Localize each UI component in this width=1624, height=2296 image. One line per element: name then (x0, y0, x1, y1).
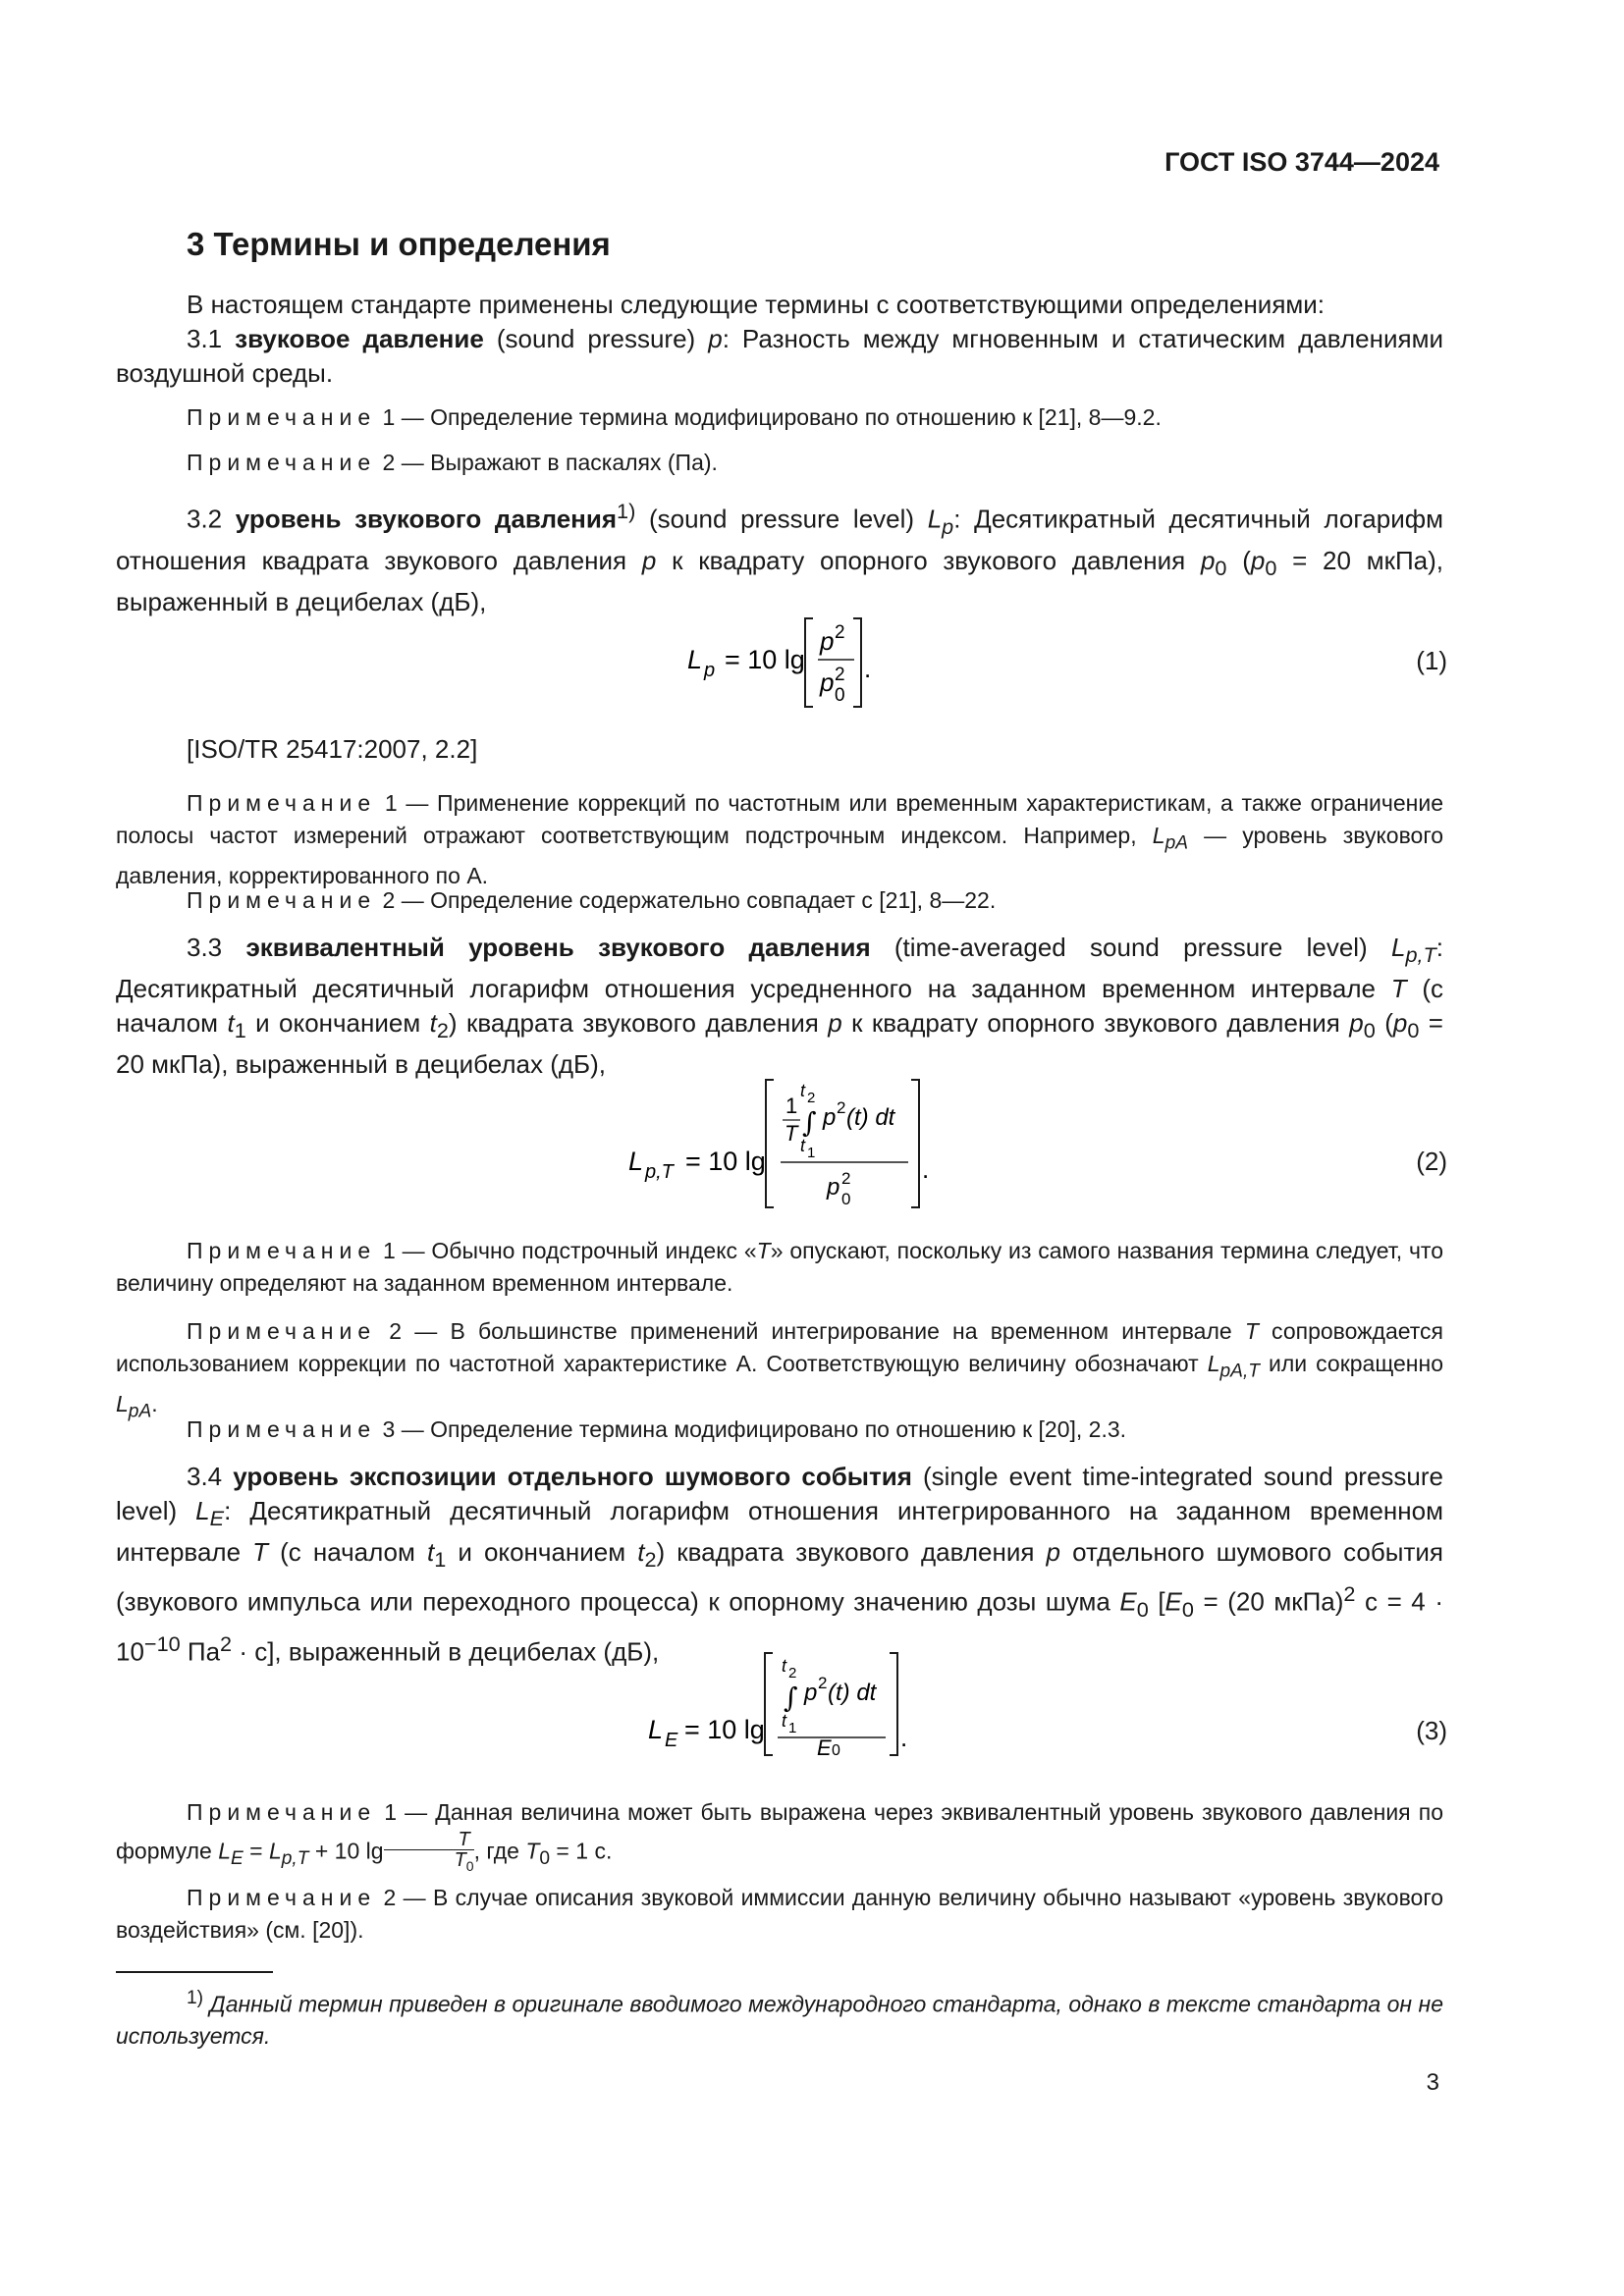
note-text: 1 — Определение термина модифицировано по отношению к [21], 8—9.2. (376, 404, 1162, 430)
note-3-1-2 (116, 447, 1443, 479)
note-text: 2 — В большинстве применений интегрирование на временном интервале (376, 1318, 1245, 1344)
note-3-3-1 (116, 1235, 1443, 1300)
symbol-sub: 0 (1215, 556, 1227, 581)
inline-frac-num: T (384, 1830, 474, 1850)
equation-2-formula (0, 1076, 1624, 1213)
note-3-1-1 (116, 401, 1443, 434)
int-upper-sub: 2 (807, 1090, 816, 1106)
superscript: −10 (143, 1631, 181, 1657)
frac-den: p (820, 667, 835, 697)
section-title: 3 Термины и определения (187, 226, 611, 262)
integrand: p (823, 1104, 837, 1131)
footnote-text: Данный термин приведен в оригинале вводимого международного стандарта, однако в тексте стандарта он не используется. (116, 1991, 1443, 2049)
inline-frac-den (384, 1850, 474, 1876)
term-text: (time-averaged sound pressure level) (870, 933, 1391, 962)
left-bracket (765, 1653, 773, 1755)
formula-symbol-sub: E (230, 1848, 244, 1870)
symbol: t (637, 1537, 645, 1568)
frac-T: T (785, 1121, 798, 1146)
symbol: p (828, 1008, 842, 1039)
left-bracket (766, 1080, 774, 1207)
term-text: и окончанием (446, 1537, 638, 1568)
eq-lhs: L (648, 1715, 664, 1744)
note-3-3-3 (116, 1414, 1443, 1446)
symbol-sub: 0 (1136, 1597, 1149, 1623)
integral-sign: ∫ (784, 1682, 798, 1714)
symbol-sub: 0 (1265, 556, 1277, 581)
symbol-sub: 1 (234, 1018, 246, 1043)
integrand: p (804, 1680, 818, 1706)
note-label: Примечание (187, 1416, 377, 1442)
symbol: T (252, 1537, 269, 1568)
symbol-sub: pA,T (1219, 1361, 1260, 1382)
term-text: (sound pressure level) (635, 504, 928, 534)
term-text: Па (180, 1636, 221, 1667)
term-text: : Десятикратный десятичный логарифм отношения усредненного на заданном временном интервале (116, 933, 1443, 1004)
int-lower-sub: 1 (788, 1720, 797, 1736)
note-text: » опускают, поскольку из самого названия термина следует, что величину определяют на заданном временном интервале. (116, 1238, 1443, 1296)
note-3-2-2 (116, 884, 1443, 917)
term-number: 3.1 (187, 324, 236, 353)
symbol-sub: pA (128, 1401, 152, 1422)
equation-1-formula (0, 609, 1624, 717)
frac-den-sup: 2 (835, 665, 845, 685)
footnote-mark: 1) (187, 1988, 204, 2008)
term-text: · с], выраженный в децибелах (дБ), (232, 1636, 660, 1667)
frac-den: E (817, 1735, 832, 1759)
frac-den-sub: 0 (832, 1742, 840, 1759)
symbol: t (429, 1008, 437, 1039)
eq-lhs: L (687, 645, 703, 674)
symbol-sub: 0 (539, 1848, 551, 1870)
symbol-sub: pA (1164, 832, 1188, 854)
equation-3-formula (0, 1651, 1624, 1759)
int-lower: t (782, 1711, 787, 1731)
term-name: уровень экспозиции отдельного шумового события (233, 1462, 912, 1491)
symbol: p (1250, 545, 1266, 575)
symbol-sub: p,T (1405, 942, 1436, 968)
term-text: : Десятикратный десятичный логарифм отношения квадрата звукового давления (116, 504, 1443, 575)
eq-lhs-sub: E (665, 1730, 678, 1751)
term-text: = 20 мкПа), выраженный в децибелах (дБ), (116, 1008, 1443, 1080)
term-text: : Десятикратный десятичный логарифм отношения интегрированного на заданном временном интервале (116, 1496, 1443, 1568)
symbol-sub: 0 (1181, 1597, 1194, 1623)
note-text: 2 — Определение содержательно совпадает с [21], 8—22. (376, 887, 997, 913)
int-upper-sub: 2 (788, 1665, 797, 1682)
symbol-sub: 2 (436, 1018, 449, 1043)
symbol: t (227, 1008, 235, 1039)
symbol: T (525, 1838, 540, 1864)
note-label: Примечание (187, 1799, 377, 1825)
equation-number: (3) (1416, 1716, 1447, 1745)
equation-2 (0, 1076, 1624, 1213)
term-text: (sound pressure) (483, 324, 709, 353)
integrand-sup: 2 (837, 1098, 846, 1117)
term-3-1 (116, 322, 1443, 391)
term-number: 3.2 (187, 504, 236, 534)
symbol-sub: 0 (1407, 1018, 1420, 1043)
symbol: T (756, 1238, 771, 1263)
formula-symbol: L (218, 1838, 231, 1864)
term-number: 3.4 (187, 1462, 234, 1491)
term-text: к квадрату опорного звукового давления (656, 545, 1201, 575)
eq-coef: = 10 lg (684, 1715, 765, 1744)
note-text: , где (473, 1838, 526, 1864)
superscript: 2 (1343, 1581, 1356, 1607)
term-name: уровень звукового давления (235, 504, 618, 534)
eq-lhs-sub: p (704, 660, 716, 681)
integrand-arg: (t) dt (846, 1104, 895, 1131)
inline-frac-den-sub: 0 (465, 1858, 474, 1874)
term-text: и окончанием (245, 1008, 430, 1039)
footnote (116, 1983, 1443, 2052)
eq-lhs: L (628, 1147, 644, 1176)
note-text: 2 — В случае описания звуковой иммиссии данную величину обычно называют «уровень звукового воздействия» (см. [20]). (116, 1885, 1443, 1943)
equation-number: (2) (1416, 1147, 1447, 1176)
term-text: (с началом (116, 974, 1443, 1039)
symbol: p (708, 324, 723, 353)
frac-den-sub: 0 (835, 685, 845, 706)
note-text: . (151, 1390, 158, 1416)
int-upper: t (782, 1656, 787, 1676)
symbol: T (1390, 974, 1407, 1004)
note-text: или сокращенно (1259, 1351, 1443, 1376)
symbol: p (1200, 545, 1216, 575)
inline-fraction (384, 1830, 474, 1876)
frac-den-sub: 0 (841, 1190, 851, 1208)
right-bracket (911, 1080, 919, 1207)
superscript: 2 (220, 1631, 233, 1657)
term-text: = 20 мкПа), выраженный в децибелах (дБ), (116, 545, 1443, 617)
term-text: : Разность между мгновенным и статическим давлениями воздушной среды. (116, 324, 1443, 388)
note-label: Примечание (187, 1885, 377, 1910)
term-name: эквивалентный уровень звукового давления (245, 933, 871, 962)
eq-coef: = 10 lg (725, 645, 805, 674)
note-label: Примечание (187, 887, 377, 913)
symbol: p (641, 545, 657, 575)
integrand-sup: 2 (818, 1674, 828, 1692)
note-label: Примечание (187, 1238, 377, 1263)
equation-3 (0, 1651, 1624, 1759)
formula-symbol-sub: p,T (281, 1848, 309, 1870)
term-text: ) квадрата звукового давления (656, 1537, 1047, 1568)
term-text: ( (1375, 1008, 1393, 1039)
term-3-3 (116, 931, 1443, 1082)
integrand-arg: (t) dt (828, 1680, 877, 1706)
symbol: p (1392, 1008, 1408, 1039)
reference-3-2: [ISO/TR 25417:2007, 2.2] (187, 734, 478, 764)
symbol-sub: p (942, 513, 954, 539)
symbol: L (116, 1390, 129, 1416)
eq-lhs-sub: p,T (645, 1161, 674, 1183)
footnote-ref: 1) (617, 499, 636, 523)
term-text: ( (1226, 545, 1251, 575)
symbol: T (1244, 1318, 1259, 1344)
note-text: 1 — Данная величина может быть выражена через эквивалентный уровень звукового давления по формуле (116, 1799, 1443, 1864)
left-bracket (805, 618, 813, 707)
symbol-sub: 1 (434, 1547, 447, 1573)
note-label: Примечание (187, 404, 377, 430)
inline-frac-den-base: T (454, 1849, 466, 1871)
symbol: L (195, 1496, 210, 1525)
int-lower: t (800, 1136, 806, 1155)
note-3-2-1 (116, 787, 1443, 892)
symbol: t (426, 1537, 435, 1568)
term-text: к квадрату опорного звукового давления (841, 1008, 1350, 1039)
note-text: 2 — Выражают в паскалях (Па). (376, 450, 718, 475)
frac-num-sup: 2 (835, 622, 845, 643)
symbol: L (927, 504, 943, 534)
formula-text: + 10 lg (308, 1838, 384, 1864)
symbol-sub: E (209, 1506, 225, 1531)
symbol-sub: 2 (644, 1547, 657, 1573)
formula-text: = (243, 1838, 269, 1864)
symbol: E (1119, 1587, 1137, 1618)
int-lower-sub: 1 (807, 1145, 816, 1161)
term-text: с = 4 · 10 (116, 1587, 1443, 1667)
term-3-2 (116, 494, 1443, 619)
footnote-separator (116, 1971, 273, 1973)
integral-sign: ∫ (802, 1106, 817, 1139)
note-text: 1 — Обычно подстрочный индекс « (376, 1238, 757, 1263)
intro-paragraph: В настоящем стандарте применены следующие термины с соответствующими определениями: (187, 290, 1326, 319)
eq-period: . (900, 1723, 908, 1752)
term-text: [ (1148, 1587, 1165, 1618)
symbol: p (1046, 1537, 1061, 1568)
term-text: (single event time-integrated sound pressure level) (116, 1462, 1443, 1525)
eq-coef: = 10 lg (685, 1147, 766, 1176)
note-text: — уровень звукового давления, корректированного по А. (116, 823, 1444, 888)
symbol: L (1391, 933, 1406, 962)
term-number: 3.3 (187, 933, 246, 962)
note-label: Примечание (187, 450, 377, 475)
document-header-id: ГОСТ ISO 3744—2024 (1164, 147, 1439, 177)
note-3-4-1 (116, 1794, 1443, 1877)
term-3-4 (116, 1460, 1443, 1670)
note-label: Примечание (187, 790, 377, 816)
term-text: (с началом (268, 1537, 427, 1568)
symbol-sub: 0 (1363, 1018, 1376, 1043)
eq-period: . (922, 1154, 930, 1184)
symbol: L (1152, 823, 1165, 848)
equation-number: (1) (1416, 646, 1447, 675)
frac-den: p (827, 1174, 840, 1201)
note-text: = 1 с. (550, 1838, 613, 1864)
symbol: L (1207, 1351, 1220, 1376)
frac-den-sup: 2 (841, 1169, 851, 1188)
symbol: p (1349, 1008, 1364, 1039)
term-text: = (20 мкПа) (1193, 1587, 1344, 1618)
note-3-4-2 (116, 1882, 1443, 1947)
note-label: Примечание (187, 1318, 377, 1344)
term-text: ) квадрата звукового давления (448, 1008, 829, 1039)
formula-symbol: L (268, 1838, 282, 1864)
eq-period: . (864, 654, 872, 683)
frac-num: p (820, 626, 835, 656)
term-text: отдельного шумового события (звукового импульса или переходного процесса) к опорному значению дозы шума (116, 1537, 1443, 1618)
note-text: 3 — Определение термина модифицировано по отношению к [20], 2.3. (376, 1416, 1127, 1442)
int-upper: t (800, 1081, 806, 1100)
term-name: звуковое давление (235, 324, 484, 353)
right-bracket (853, 618, 861, 707)
note-text: сопровождается использованием коррекции по частотной характеристике А. Соответствующую величину обозначают (116, 1318, 1443, 1376)
right-bracket (890, 1653, 897, 1755)
note-text: 1 — Применение коррекций по частотным или временным характеристикам, а также ограничение полосы частот измерений отражают соответствующим подстрочным индексом. Например, (116, 790, 1443, 848)
frac-one: 1 (785, 1094, 798, 1118)
note-3-3-2 (116, 1315, 1443, 1427)
symbol: E (1164, 1587, 1182, 1618)
page-number: 3 (1426, 2069, 1439, 2096)
